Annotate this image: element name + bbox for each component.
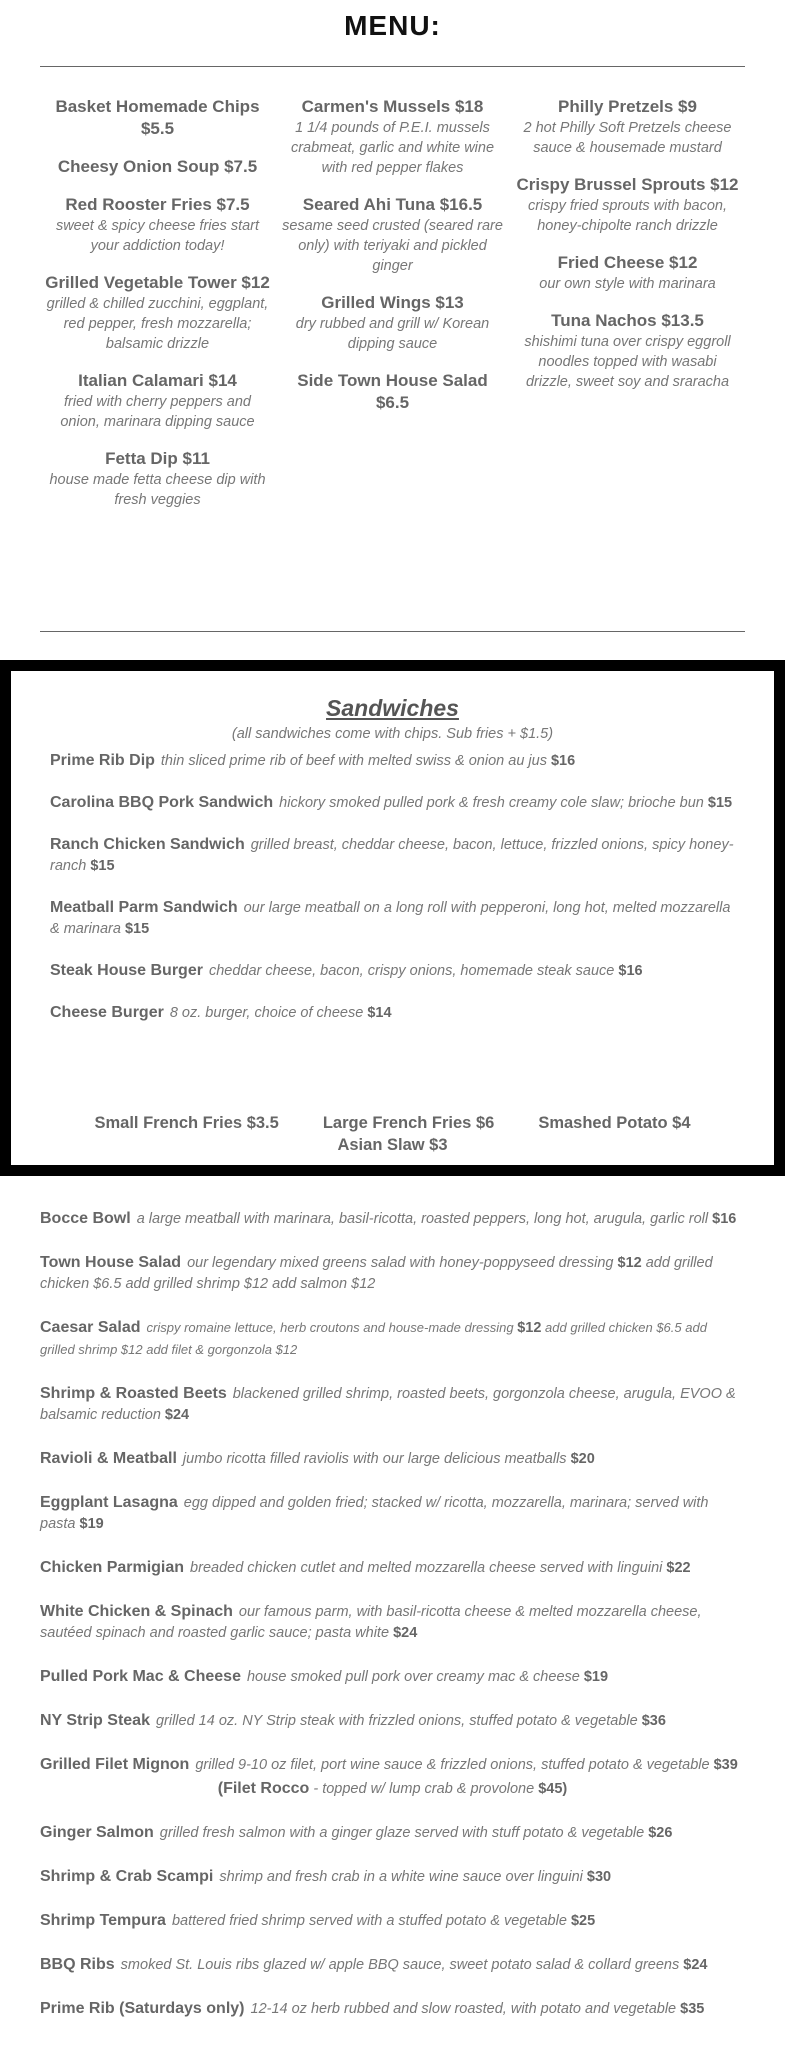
entree-price: $19: [79, 1516, 104, 1532]
entree-price: $24: [393, 1625, 418, 1641]
entree-addons: add grilled chicken $6.5 add grilled shrimp $12 add salmon $12: [40, 1255, 713, 1292]
entree-name: Shrimp & Crab Scampi: [40, 1868, 214, 1885]
appetizer-name: Basket Homemade Chips $5.5: [55, 97, 260, 138]
menu-title: MENU:: [344, 10, 441, 41]
entree-item: [40, 1910, 745, 1932]
entree-item: [40, 1448, 745, 1470]
sandwich-price: $16: [550, 753, 576, 769]
sandwiches-heading: Sandwiches: [326, 695, 459, 721]
entree-price: $19: [583, 1669, 609, 1685]
appetizer-column-2: [275, 96, 510, 526]
sandwich-price: $15: [124, 921, 150, 937]
appetizer-name: Tuna Nachos $13.5: [551, 311, 704, 330]
appetizer-item: [279, 194, 506, 276]
appetizer-description: 1 1/4 pounds of P.E.I. mussels crabmeat, garlic and white wine with red pepper flakes: [290, 120, 495, 176]
entree-name: Chicken Parmigian: [40, 1559, 185, 1576]
filet-rocco: [40, 1778, 745, 1800]
appetizer-name: Red Rooster Fries $7.5: [65, 195, 250, 214]
sandwich-description: our large meatball on a long roll with pepperoni, long hot, melted mozzarella & marinara: [50, 900, 731, 937]
entree-description: battered fried shrimp served with a stuffed potato & vegetable: [171, 1913, 571, 1929]
entree-description: crispy romaine lettuce, herb croutons and house-made dressing: [146, 1320, 518, 1335]
appetizer-item: [44, 448, 271, 510]
entree-price: $12: [617, 1255, 642, 1271]
entree-name: Eggplant Lasagna: [40, 1494, 178, 1511]
entree-price: $24: [683, 1957, 708, 1973]
appetizer-name: Italian Calamari $14: [78, 371, 237, 390]
sandwich-item: [50, 750, 736, 772]
entree-name: Town House Salad: [40, 1254, 182, 1271]
entree-item: [40, 1601, 745, 1644]
entree-description: house smoked pull pork over creamy mac & cheese: [246, 1669, 584, 1685]
appetizer-description: our own style with marinara: [539, 276, 716, 292]
appetizer-name: Philly Pretzels $9: [558, 97, 697, 116]
entrees-section: [40, 1208, 745, 2042]
entree-price: $26: [648, 1825, 673, 1841]
entree-item: [40, 1317, 745, 1361]
appetizer-name: Cheesy Onion Soup $7.5: [57, 157, 258, 176]
entree-name: Prime Rib (Saturdays only): [40, 2000, 245, 2017]
appetizer-description: shishimi tuna over crispy eggroll noodles topped with wasabi drizzle, sweet soy and sraracha: [524, 334, 731, 390]
entree-price: $24: [164, 1407, 190, 1423]
entree-description: our legendary mixed greens salad with honey-poppyseed dressing: [187, 1255, 618, 1271]
appetizer-item: [514, 310, 741, 392]
appetizer-item: [514, 252, 741, 294]
entree-item: [40, 1383, 745, 1426]
appetizer-item: [44, 194, 271, 256]
entree-description: egg dipped and golden fried; stacked w/ ricotta, mozzarella, marinara; served with pasta: [40, 1495, 709, 1532]
appetizer-item: [279, 292, 506, 354]
entree-name: Bocce Bowl: [40, 1210, 131, 1227]
entree-price: $20: [570, 1451, 595, 1467]
entree-description: blackened grilled shrimp, roasted beets, gorgonzola cheese, arugula, EVOO & balsamic reduction: [40, 1386, 736, 1423]
entree-price: $35: [680, 2001, 705, 2017]
filet-rocco-name: (Filet Rocco: [217, 1780, 310, 1797]
appetizer-item: [44, 272, 271, 354]
appetizer-name: Seared Ahi Tuna $16.5: [302, 195, 483, 214]
appetizer-name: Fried Cheese $12: [557, 253, 698, 272]
sandwich-name: Ranch Chicken Sandwich: [50, 836, 245, 853]
entree-item: [40, 1208, 745, 1230]
entree-item: [40, 1866, 745, 1888]
appetizer-name: Carmen's Mussels $18: [301, 97, 484, 116]
appetizer-description: sweet & spicy cheese fries start your addiction today!: [55, 218, 260, 254]
appetizer-name: Grilled Wings $13: [321, 293, 464, 312]
entree-price: $16: [712, 1211, 737, 1227]
entree-item: [40, 1666, 745, 1688]
appetizer-description: dry rubbed and grill w/ Korean dipping sauce: [295, 316, 490, 352]
entree-name: Ginger Salmon: [40, 1824, 154, 1841]
entree-item: [40, 1492, 745, 1535]
sides-list: [41, 1112, 744, 1156]
entree-description: shrimp and fresh crab in a white wine sauce over linguini: [219, 1869, 587, 1885]
entree-description: our famous parm, with basil-ricotta cheese & melted mozzarella cheese, sautéed spinach and roasted garlic sauce; pasta white: [40, 1604, 702, 1641]
appetizer-name: Grilled Vegetable Tower $12: [45, 273, 270, 292]
entree-name: White Chicken & Spinach: [40, 1603, 233, 1620]
sandwich-item: [50, 1002, 736, 1024]
entree-price: $39: [713, 1757, 738, 1773]
appetizer-description: crispy fried sprouts with bacon, honey-chipolte ranch drizzle: [527, 198, 728, 234]
appetizer-name: Fetta Dip $11: [105, 449, 210, 468]
appetizer-item: [44, 96, 271, 140]
appetizer-item: [514, 96, 741, 158]
entree-price: $36: [641, 1713, 666, 1729]
entree-name: Caesar Salad: [40, 1319, 141, 1336]
entree-description: smoked St. Louis ribs glazed w/ apple BBQ sauce, sweet potato salad & collard greens: [120, 1957, 684, 1973]
entree-price: $12: [517, 1320, 542, 1336]
entree-name: Grilled Filet Mignon: [40, 1756, 190, 1773]
appetizer-item: [44, 156, 271, 178]
entree-addons: add grilled chicken $6.5 add grilled shrimp $12 add filet & gorgonzola $12: [40, 1320, 707, 1357]
sandwich-price: $15: [707, 795, 733, 811]
side-item: Asian Slaw $3: [337, 1136, 448, 1154]
appetizer-name: Side Town House Salad $6.5: [297, 371, 488, 412]
appetizer-description: sesame seed crusted (seared rare only) with teriyaki and pickled ginger: [282, 218, 503, 274]
sandwiches-note: (all sandwiches come with chips. Sub fries + $1.5): [231, 726, 554, 742]
appetizer-column-3: [510, 96, 745, 526]
sandwich-name: Cheese Burger: [50, 1004, 164, 1021]
appetizer-name: Crispy Brussel Sprouts $12: [516, 175, 739, 194]
entree-price: $25: [570, 1913, 596, 1929]
sandwich-item: [50, 960, 736, 982]
side-item: Smashed Potato $4: [538, 1114, 691, 1132]
appetizers-section: [40, 96, 745, 526]
filet-rocco-description: - topped w/ lump crab & provolone: [309, 1781, 539, 1797]
sandwich-price: $16: [618, 963, 643, 979]
sandwich-name: Carolina BBQ Pork Sandwich: [50, 794, 274, 811]
entree-description: jumbo ricotta filled raviolis with our large delicious meatballs: [182, 1451, 571, 1467]
sandwich-name: Prime Rib Dip: [50, 752, 155, 769]
entree-item: [40, 1557, 745, 1579]
entree-price: $22: [666, 1560, 691, 1576]
sandwich-description: 8 oz. burger, choice of cheese: [169, 1005, 368, 1021]
entree-item: [40, 1252, 745, 1295]
entree-description: grilled 9-10 oz filet, port wine sauce & frizzled onions, stuffed potato & vegetable: [195, 1757, 714, 1773]
sandwich-list: [11, 750, 774, 1024]
entree-item: [40, 1822, 745, 1844]
sandwich-description: cheddar cheese, bacon, crispy onions, homemade steak sauce: [208, 963, 619, 979]
sandwich-description: grilled breast, cheddar cheese, bacon, lettuce, frizzled onions, spicy honey-ranch: [50, 837, 734, 874]
entree-name: Shrimp & Roasted Beets: [40, 1385, 227, 1402]
entree-name: Shrimp Tempura: [40, 1912, 166, 1929]
sandwich-item: [50, 834, 736, 877]
appetizer-description: 2 hot Philly Soft Pretzels cheese sauce & housemade mustard: [523, 120, 732, 156]
entree-item: [40, 1954, 745, 1976]
entree-item: [40, 1754, 745, 1800]
filet-rocco-price: $45): [538, 1781, 568, 1797]
entree-price: $30: [586, 1869, 612, 1885]
appetizer-item: [279, 370, 506, 414]
entree-name: Ravioli & Meatball: [40, 1450, 177, 1467]
side-item: Small French Fries $3.5: [94, 1114, 279, 1132]
appetizer-item: [44, 370, 271, 432]
entree-name: Pulled Pork Mac & Cheese: [40, 1668, 241, 1685]
entree-description: 12-14 oz herb rubbed and slow roasted, with potato and vegetable: [250, 2001, 681, 2017]
sandwich-name: Steak House Burger: [50, 962, 203, 979]
sandwich-item: [50, 792, 736, 814]
appetizer-description: house made fetta cheese dip with fresh veggies: [49, 472, 266, 508]
entree-description: grilled 14 oz. NY Strip steak with frizzled onions, stuffed potato & vegetable: [155, 1713, 642, 1729]
sandwich-name: Meatball Parm Sandwich: [50, 899, 238, 916]
sandwiches-box: [0, 660, 785, 1176]
sandwich-price: $14: [367, 1005, 392, 1021]
sandwich-price: $15: [90, 858, 115, 874]
appetizer-description: grilled & chilled zucchini, eggplant, red pepper, fresh mozzarella; balsamic drizzle: [46, 296, 269, 352]
sandwich-description: thin sliced prime rib of beef with melted swiss & onion au jus: [160, 753, 551, 769]
sandwich-item: [50, 897, 736, 940]
entree-name: BBQ Ribs: [40, 1956, 115, 1973]
sandwich-description: hickory smoked pulled pork & fresh creamy cole slaw; brioche bun: [279, 795, 708, 811]
side-item: Large French Fries $6: [322, 1114, 495, 1132]
appetizer-description: fried with cherry peppers and onion, marinara dipping sauce: [60, 394, 255, 430]
appetizer-item: [279, 96, 506, 178]
entree-description: grilled fresh salmon with a ginger glaze served with stuff potato & vegetable: [159, 1825, 649, 1841]
entree-item: [40, 1998, 745, 2020]
entree-item: [40, 1710, 745, 1732]
entree-description: breaded chicken cutlet and melted mozzarella cheese served with linguini: [190, 1560, 667, 1576]
appetizer-item: [514, 174, 741, 236]
appetizers-bottom-divider: [40, 631, 745, 632]
top-divider: [40, 66, 745, 67]
appetizer-column-1: [40, 96, 275, 526]
entree-description: a large meatball with marinara, basil-ricotta, roasted peppers, long hot, arugula, garlic roll: [136, 1211, 713, 1227]
entree-name: NY Strip Steak: [40, 1712, 150, 1729]
